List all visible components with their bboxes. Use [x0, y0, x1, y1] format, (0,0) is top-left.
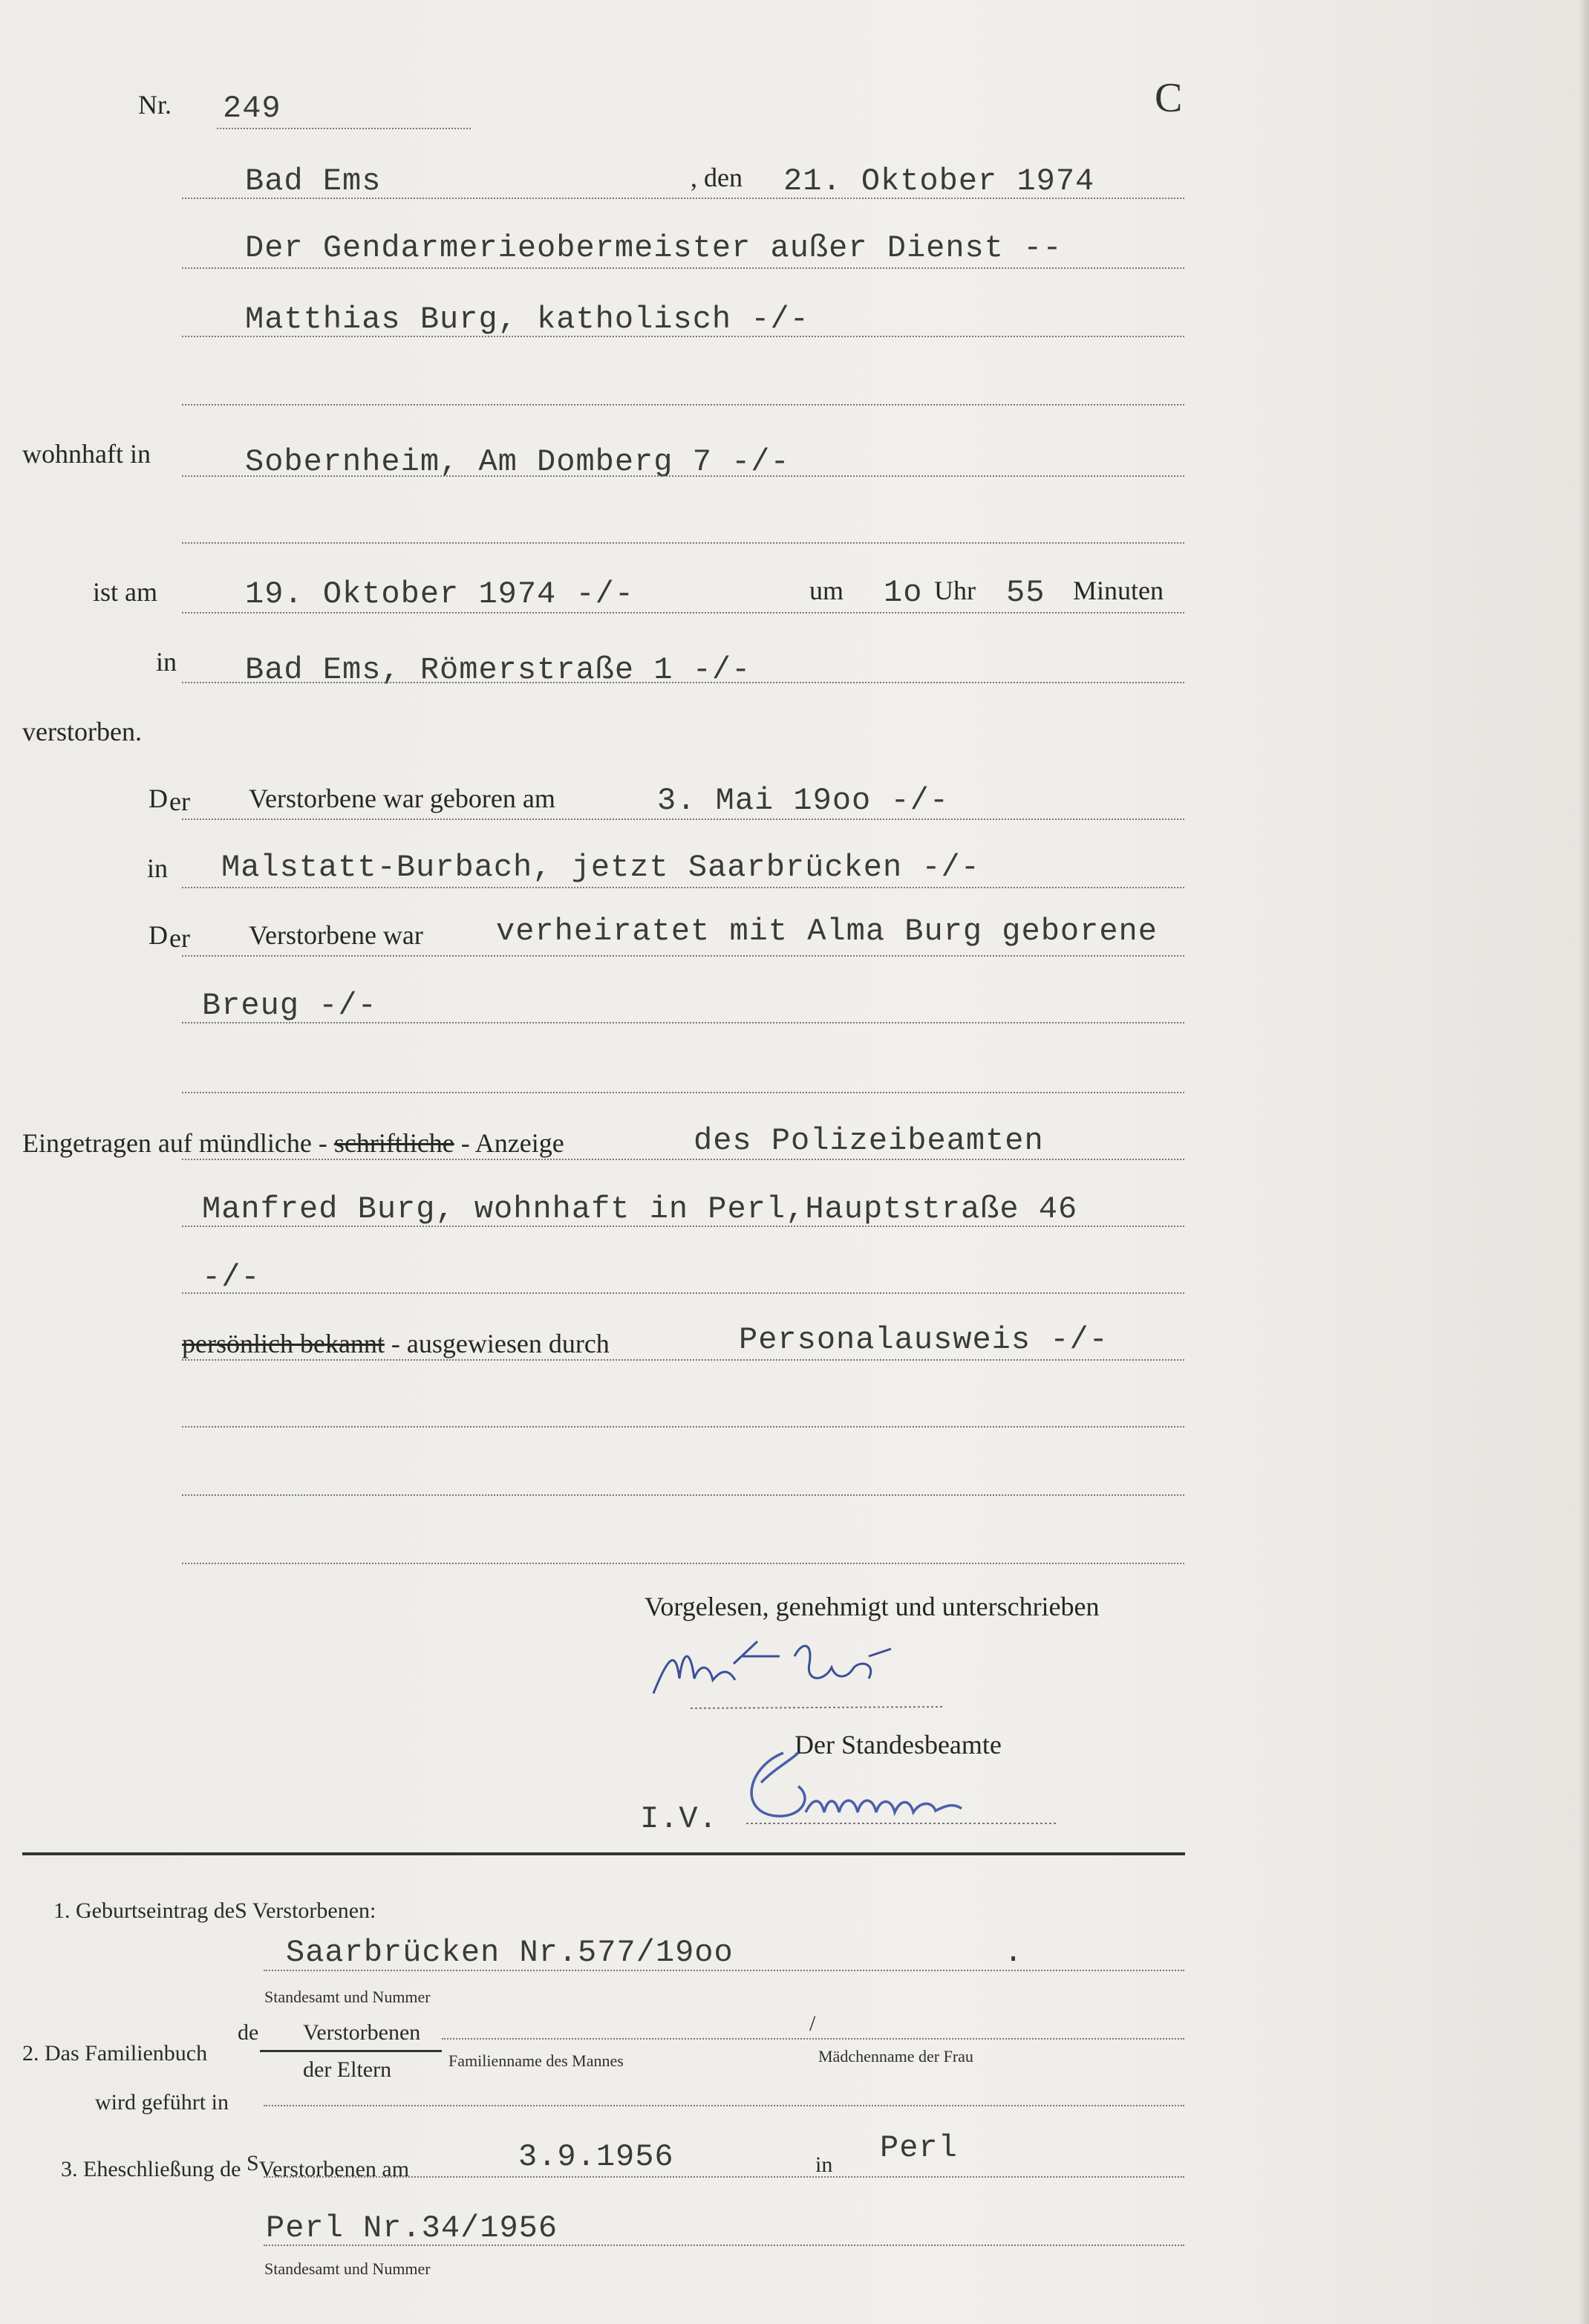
death-hour: 1o [884, 575, 923, 611]
verstorben-label: verstorben. [22, 717, 142, 746]
residence-value: Sobernheim, Am Domberg 7 -/- [245, 444, 790, 480]
facing-page-shadow [1188, 0, 1589, 2324]
informant-signature [646, 1627, 958, 1716]
marital-continuation: Breug -/- [202, 988, 377, 1023]
birth-in-label: in [147, 853, 169, 883]
ist-am-label: ist am [93, 577, 157, 607]
note2-line [442, 2038, 1184, 2040]
nr-value: 249 [223, 91, 281, 126]
marital-d-suffix: er [169, 923, 190, 953]
note1-line [264, 1970, 1184, 1971]
marital-d-prefix: D [149, 920, 168, 950]
birth-date-line [182, 818, 1184, 820]
registration-struck: schriftliche [333, 1128, 454, 1158]
note2-slash: / [809, 2011, 816, 2036]
residence-label: wohnhaft in [22, 439, 151, 469]
note1-after: Verstorbenen: [252, 1898, 376, 1923]
note2-fraction-bar [260, 2050, 442, 2052]
note3-value: Perl Nr.34/1956 [266, 2210, 558, 2246]
place-value: Bad Ems [245, 163, 382, 199]
copy-letter: C [1155, 75, 1183, 121]
note1-value: Saarbrücken Nr.577/19oo [286, 1935, 734, 1970]
note3-in: in [815, 2152, 833, 2177]
marital-status: verheiratet mit Alma Burg geborene [496, 914, 1158, 949]
marital-line-3 [182, 1092, 1184, 1093]
registration-prefix: Eingetragen auf mündliche - [22, 1128, 327, 1158]
note2-kept-in: wird geführt in [95, 2090, 229, 2115]
declarant-line-2-rule [182, 336, 1184, 337]
blank-line-3 [182, 1563, 1184, 1564]
birth-place-line [182, 887, 1184, 888]
identity-struck: persönlich bekannt [182, 1329, 385, 1358]
note3-s: S [246, 2151, 259, 2175]
blank-line-2 [182, 1494, 1184, 1496]
note2-caption-man: Familienname des Mannes [448, 2051, 624, 2070]
identity-doc: Personalausweis -/- [739, 1322, 1109, 1358]
note2-label: 2. Das Familienbuch [22, 2041, 208, 2066]
registration-line-2: Manfred Burg, wohnhaft in Perl,Hauptstraße 46 [202, 1191, 1078, 1227]
note3-date: 3.9.1956 [518, 2139, 674, 2175]
note1-s: S [235, 1898, 247, 1923]
declarant-line-1-rule [182, 267, 1184, 269]
read-approved: Vorgelesen, genehmigt und unterschrieben [645, 1592, 1100, 1621]
birth-d-prefix: D [149, 784, 168, 813]
note3-after: Verstorbenen am [258, 2157, 410, 2181]
registration-line-2-rule [182, 1226, 1184, 1227]
nr-label: Nr. [138, 90, 172, 120]
nr-line [217, 128, 471, 129]
death-date: 19. Oktober 1974 -/- [245, 576, 635, 612]
date-value: 21. Oktober 1974 [783, 163, 1095, 199]
residence-line [182, 475, 1184, 477]
note2-caption-woman: Mädchenname der Frau [818, 2047, 973, 2066]
birth-d-suffix: er [169, 787, 190, 816]
iv-label: I.V. [640, 1801, 718, 1837]
marital-line [182, 955, 1184, 957]
declarant-line-2: Matthias Burg, katholisch -/- [245, 302, 809, 337]
minuten-label: Minuten [1073, 576, 1164, 605]
note3-caption: Standesamt und Nummer [264, 2259, 431, 2278]
note1-caption: Standesamt und Nummer [264, 1988, 431, 2006]
note3-label: 3. Eheschließung de [61, 2157, 241, 2181]
note1-label: 1. Geburtseintrag de [53, 1898, 235, 1923]
declarant-line-3-rule [182, 404, 1184, 406]
death-place: Bad Ems, Römerstraße 1 -/- [245, 652, 751, 688]
registration-informant: des Polizeibeamten [694, 1123, 1044, 1159]
marital-line-2 [182, 1022, 1184, 1023]
marital-label: Verstorbene war [249, 920, 423, 950]
registration-label-group [22, 1127, 564, 1159]
section-divider [22, 1852, 1185, 1855]
registrar-title: Der Standesbeamte [794, 1730, 1002, 1760]
registration-line-3: -/- [202, 1260, 261, 1295]
note2-kept-line [264, 2105, 1184, 2106]
death-minutes: 55 [1006, 575, 1045, 611]
note1-label-group [53, 1898, 376, 1924]
identity-group [182, 1328, 610, 1359]
note3-place: Perl [880, 2130, 958, 2166]
birth-date: 3. Mai 19oo -/- [657, 783, 950, 818]
den-label: , den [691, 163, 743, 192]
registration-line [182, 1159, 1184, 1160]
note2-verstorbenen: Verstorbenen [303, 2020, 421, 2045]
registrar-signature [731, 1731, 1073, 1842]
registration-suffix: - Anzeige [460, 1128, 564, 1158]
death-in-label: in [156, 647, 177, 677]
registration-line-3-rule [182, 1292, 1184, 1294]
um-label: um [809, 576, 844, 605]
death-place-line [182, 682, 1184, 683]
note1-dot: . [1004, 1935, 1024, 1970]
note2-de: de [238, 2020, 259, 2045]
identity-line [182, 1359, 1184, 1361]
identity-label: - ausgewiesen durch [391, 1329, 610, 1358]
birth-label: Verstorbene war geboren am [249, 784, 555, 813]
note3-value-line [264, 2245, 1184, 2246]
uhr-label: Uhr [934, 576, 976, 605]
note3-label-group [61, 2151, 410, 2182]
note2-eltern: der Eltern [303, 2057, 392, 2082]
note3-line [264, 2176, 1184, 2178]
page-edge [1579, 0, 1589, 2324]
death-date-line [182, 612, 1184, 613]
blank-line-1 [182, 1426, 1184, 1428]
birth-place: Malstatt-Burbach, jetzt Saarbrücken -/- [221, 850, 980, 885]
place-date-line [182, 198, 1184, 199]
residence-line-2 [182, 542, 1184, 544]
declarant-line-1: Der Gendarmerieobermeister außer Dienst -- [245, 230, 1063, 266]
